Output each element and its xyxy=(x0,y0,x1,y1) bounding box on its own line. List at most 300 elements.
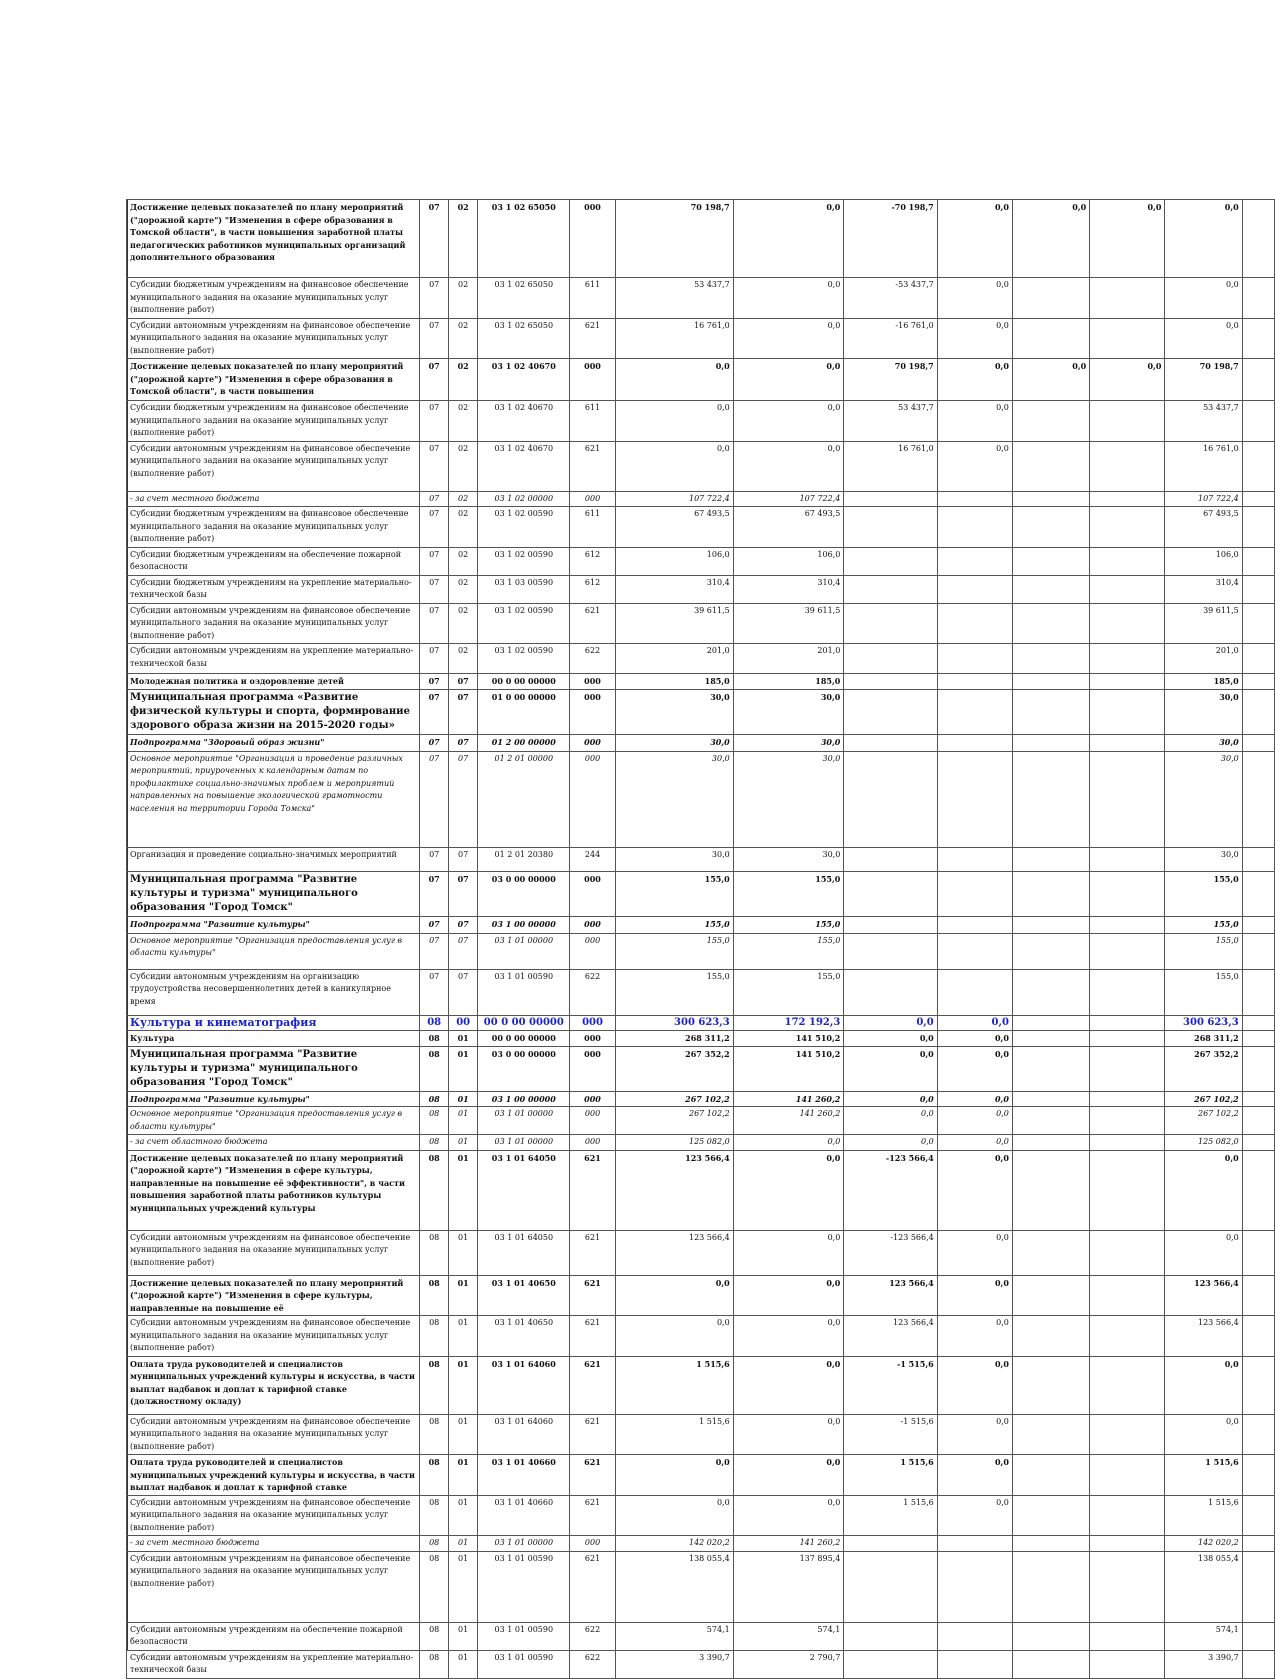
cell-v2: 141 510,2 xyxy=(733,1031,844,1047)
cell-v3 xyxy=(844,734,937,751)
cell-v7: 0,0 xyxy=(1165,278,1242,319)
cell-podrazdel: 01 xyxy=(449,1622,478,1650)
cell-razdel: 08 xyxy=(420,1414,449,1455)
cell-razdel: 07 xyxy=(420,575,449,603)
cell-edge xyxy=(1242,734,1274,751)
cell-v3: -123 566,4 xyxy=(844,1150,937,1230)
cell-edge xyxy=(1242,1495,1274,1536)
row-name: Субсидии автономным учреждениям на укрепление материально-технической базы xyxy=(127,1650,420,1678)
table-row xyxy=(127,547,1275,575)
cell-v3 xyxy=(844,969,937,1015)
table-row xyxy=(127,318,1275,359)
cell-v1: 268 311,2 xyxy=(615,1031,733,1047)
cell-edge xyxy=(1242,1455,1274,1496)
row-name: Оплата труда руководителей и специалистов муниципальных учреждений культуры и искусства, в части выплат надбавок и доплат к тарифной ставке xyxy=(127,1455,420,1496)
cell-v7: 70 198,7 xyxy=(1165,359,1242,401)
cell-v4 xyxy=(937,1536,1012,1552)
cell-v3: 53 437,7 xyxy=(844,401,937,442)
budget-table xyxy=(126,199,1275,1679)
cell-podrazdel: 01 xyxy=(449,1551,478,1622)
cell-v5 xyxy=(1012,1230,1089,1275)
cell-v6 xyxy=(1090,441,1165,491)
cell-v5 xyxy=(1012,1551,1089,1622)
cell-v5 xyxy=(1012,1107,1089,1135)
cell-razdel: 08 xyxy=(420,1536,449,1552)
cell-csr: 03 1 02 40670 xyxy=(478,401,570,442)
cell-v5 xyxy=(1012,1650,1089,1678)
table-row xyxy=(127,575,1275,603)
cell-edge xyxy=(1242,1622,1274,1650)
row-name: Субсидии бюджетным учреждениям на укрепление материально-технической базы xyxy=(127,575,420,603)
cell-v3: 0,0 xyxy=(844,1107,937,1135)
cell-vr: 000 xyxy=(570,359,615,401)
cell-vr: 621 xyxy=(570,1275,615,1316)
cell-v6 xyxy=(1090,1356,1165,1414)
cell-v7: 1 515,6 xyxy=(1165,1455,1242,1496)
cell-v1: 123 566,4 xyxy=(615,1150,733,1230)
cell-v1: 67 493,5 xyxy=(615,507,733,548)
cell-v4 xyxy=(937,933,1012,969)
row-name: Субсидии автономным учреждениям на финансовое обеспечение муниципального задания на оказание муниципальных услуг (выполнение работ) xyxy=(127,1230,420,1275)
cell-v6 xyxy=(1090,1455,1165,1496)
cell-vr: 621 xyxy=(570,441,615,491)
cell-v2: 0,0 xyxy=(733,1455,844,1496)
row-name: Достижение целевых показателей по плану мероприятий ("дорожной карте") "Изменения в сфере культуры, направленные на повышение её xyxy=(127,1275,420,1316)
row-name: Субсидии бюджетным учреждениям на финансовое обеспечение муниципального задания на оказание муниципальных услуг (выполнение работ) xyxy=(127,401,420,442)
cell-v4 xyxy=(937,969,1012,1015)
cell-razdel: 08 xyxy=(420,1150,449,1230)
table-row xyxy=(127,491,1275,507)
cell-podrazdel: 01 xyxy=(449,1275,478,1316)
cell-v4: 0,0 xyxy=(937,1495,1012,1536)
table-row xyxy=(127,1650,1275,1678)
table-row xyxy=(127,916,1275,933)
cell-v1: 1 515,6 xyxy=(615,1414,733,1455)
cell-podrazdel: 01 xyxy=(449,1356,478,1414)
cell-v6 xyxy=(1090,734,1165,751)
cell-v6 xyxy=(1090,491,1165,507)
cell-v5 xyxy=(1012,871,1089,916)
cell-vr: 621 xyxy=(570,1230,615,1275)
cell-v6 xyxy=(1090,751,1165,847)
cell-v2: 107 722,4 xyxy=(733,491,844,507)
cell-csr: 01 2 00 00000 xyxy=(478,734,570,751)
cell-v5 xyxy=(1012,1536,1089,1552)
cell-csr: 03 1 01 00000 xyxy=(478,1107,570,1135)
cell-v1: 0,0 xyxy=(615,441,733,491)
cell-v4: 0,0 xyxy=(937,278,1012,319)
cell-v2: 0,0 xyxy=(733,441,844,491)
cell-csr: 03 1 00 00000 xyxy=(478,1091,570,1107)
cell-vr: 612 xyxy=(570,547,615,575)
cell-vr: 611 xyxy=(570,401,615,442)
cell-v3 xyxy=(844,871,937,916)
row-name: Субсидии автономным учреждениям на финансовое обеспечение муниципального задания на оказание муниципальных услуг (выполнение работ) xyxy=(127,318,420,359)
cell-razdel: 07 xyxy=(420,278,449,319)
cell-v6 xyxy=(1090,1275,1165,1316)
cell-v2: 155,0 xyxy=(733,871,844,916)
cell-podrazdel: 01 xyxy=(449,1455,478,1496)
row-name: Субсидии бюджетным учреждениям на финансовое обеспечение муниципального задания на оказание муниципальных услуг (выполнение работ) xyxy=(127,507,420,548)
cell-edge xyxy=(1242,1107,1274,1135)
cell-edge xyxy=(1242,401,1274,442)
cell-v6 xyxy=(1090,401,1165,442)
cell-v6 xyxy=(1090,507,1165,548)
table-row xyxy=(127,871,1275,916)
cell-v4: 0,0 xyxy=(937,401,1012,442)
cell-v3 xyxy=(844,689,937,734)
cell-razdel: 08 xyxy=(420,1046,449,1091)
cell-razdel: 07 xyxy=(420,603,449,644)
cell-edge xyxy=(1242,1414,1274,1455)
cell-v4 xyxy=(937,1622,1012,1650)
cell-edge xyxy=(1242,1091,1274,1107)
cell-v5 xyxy=(1012,1622,1089,1650)
cell-v6 xyxy=(1090,933,1165,969)
cell-v5 xyxy=(1012,1046,1089,1091)
cell-v7: 0,0 xyxy=(1165,1356,1242,1414)
cell-v2: 67 493,5 xyxy=(733,507,844,548)
cell-vr: 000 xyxy=(570,734,615,751)
cell-v7: 138 055,4 xyxy=(1165,1551,1242,1622)
cell-v3: -16 761,0 xyxy=(844,318,937,359)
cell-v4 xyxy=(937,1551,1012,1622)
cell-v2: 185,0 xyxy=(733,674,844,690)
cell-edge xyxy=(1242,278,1274,319)
cell-v5 xyxy=(1012,603,1089,644)
row-name: Оплата труда руководителей и специалистов муниципальных учреждений культуры и искусства, в части выплат надбавок и доплат к тарифной ставке (должностному окладу) xyxy=(127,1356,420,1414)
cell-v7: 155,0 xyxy=(1165,871,1242,916)
cell-edge xyxy=(1242,916,1274,933)
cell-podrazdel: 00 xyxy=(449,1015,478,1031)
cell-razdel: 07 xyxy=(420,491,449,507)
cell-v2: 39 611,5 xyxy=(733,603,844,644)
cell-v3 xyxy=(844,575,937,603)
cell-v4: 0,0 xyxy=(937,1107,1012,1135)
cell-v5 xyxy=(1012,969,1089,1015)
cell-v5 xyxy=(1012,847,1089,871)
cell-vr: 000 xyxy=(570,1091,615,1107)
cell-csr: 00 0 00 00000 xyxy=(478,674,570,690)
cell-podrazdel: 07 xyxy=(449,871,478,916)
table-row xyxy=(127,1275,1275,1316)
cell-v5 xyxy=(1012,1495,1089,1536)
cell-podrazdel: 07 xyxy=(449,751,478,847)
cell-v4: 0,0 xyxy=(937,1015,1012,1031)
row-name: Муниципальная программа "Развитие культуры и туризма" муниципального образования "Город Томск" xyxy=(127,1046,420,1091)
cell-v7: 310,4 xyxy=(1165,575,1242,603)
cell-csr: 03 1 02 00590 xyxy=(478,603,570,644)
cell-edge xyxy=(1242,1275,1274,1316)
cell-v6 xyxy=(1090,1316,1165,1357)
cell-v6 xyxy=(1090,1622,1165,1650)
cell-v3 xyxy=(844,1536,937,1552)
cell-razdel: 07 xyxy=(420,200,449,278)
cell-v4: 0,0 xyxy=(937,200,1012,278)
cell-v3: -123 566,4 xyxy=(844,1230,937,1275)
cell-razdel: 07 xyxy=(420,847,449,871)
cell-vr: 000 xyxy=(570,916,615,933)
cell-v5: 0,0 xyxy=(1012,359,1089,401)
cell-vr: 622 xyxy=(570,1622,615,1650)
cell-podrazdel: 01 xyxy=(449,1150,478,1230)
cell-v7: 0,0 xyxy=(1165,318,1242,359)
cell-razdel: 08 xyxy=(420,1091,449,1107)
cell-v7: 39 611,5 xyxy=(1165,603,1242,644)
cell-csr: 00 0 00 00000 xyxy=(478,1031,570,1047)
cell-podrazdel: 01 xyxy=(449,1414,478,1455)
cell-v1: 155,0 xyxy=(615,933,733,969)
cell-vr: 621 xyxy=(570,1356,615,1414)
cell-v4: 0,0 xyxy=(937,441,1012,491)
cell-v6 xyxy=(1090,575,1165,603)
cell-v3: 123 566,4 xyxy=(844,1316,937,1357)
cell-csr: 03 0 00 00000 xyxy=(478,1046,570,1091)
cell-v5 xyxy=(1012,1015,1089,1031)
cell-edge xyxy=(1242,751,1274,847)
cell-razdel: 08 xyxy=(420,1495,449,1536)
cell-razdel: 07 xyxy=(420,401,449,442)
cell-podrazdel: 07 xyxy=(449,933,478,969)
cell-v3 xyxy=(844,1622,937,1650)
cell-razdel: 07 xyxy=(420,441,449,491)
budget-table-body xyxy=(127,200,1275,1679)
cell-edge xyxy=(1242,674,1274,690)
cell-v5 xyxy=(1012,1091,1089,1107)
cell-razdel: 07 xyxy=(420,933,449,969)
cell-vr: 000 xyxy=(570,1015,615,1031)
cell-v2: 0,0 xyxy=(733,200,844,278)
cell-vr: 000 xyxy=(570,674,615,690)
cell-v3: -1 515,6 xyxy=(844,1414,937,1455)
row-name: Субсидии автономным учреждениям на финансовое обеспечение муниципального задания на оказание муниципальных услуг (выполнение работ) xyxy=(127,1495,420,1536)
cell-edge xyxy=(1242,441,1274,491)
cell-v1: 310,4 xyxy=(615,575,733,603)
cell-v3: 0,0 xyxy=(844,1015,937,1031)
row-name: - за счет местного бюджета xyxy=(127,1536,420,1552)
cell-v5 xyxy=(1012,1031,1089,1047)
row-name: Субсидии автономным учреждениям на финансовое обеспечение муниципального задания на оказание муниципальных услуг (выполнение работ) xyxy=(127,603,420,644)
cell-csr: 03 1 00 00000 xyxy=(478,916,570,933)
cell-v6 xyxy=(1090,1091,1165,1107)
cell-vr: 000 xyxy=(570,871,615,916)
cell-v4: 0,0 xyxy=(937,1150,1012,1230)
cell-v7: 67 493,5 xyxy=(1165,507,1242,548)
cell-v1: 267 102,2 xyxy=(615,1107,733,1135)
row-name: Подпрограмма "Развитие культуры" xyxy=(127,1091,420,1107)
cell-csr: 03 1 01 40650 xyxy=(478,1275,570,1316)
cell-razdel: 08 xyxy=(420,1275,449,1316)
cell-v7: 16 761,0 xyxy=(1165,441,1242,491)
cell-v3: 0,0 xyxy=(844,1031,937,1047)
cell-podrazdel: 07 xyxy=(449,847,478,871)
cell-edge xyxy=(1242,1536,1274,1552)
cell-v6 xyxy=(1090,1135,1165,1151)
cell-v3 xyxy=(844,674,937,690)
cell-v5 xyxy=(1012,933,1089,969)
cell-edge xyxy=(1242,871,1274,916)
cell-csr: 03 1 01 00590 xyxy=(478,1551,570,1622)
cell-v2: 0,0 xyxy=(733,278,844,319)
cell-razdel: 07 xyxy=(420,318,449,359)
cell-v2: 0,0 xyxy=(733,1495,844,1536)
cell-edge xyxy=(1242,1650,1274,1678)
cell-podrazdel: 01 xyxy=(449,1316,478,1357)
cell-v7: 123 566,4 xyxy=(1165,1275,1242,1316)
cell-vr: 621 xyxy=(570,1414,615,1455)
cell-v7: 53 437,7 xyxy=(1165,401,1242,442)
table-row xyxy=(127,1551,1275,1622)
row-name: Достижение целевых показателей по плану мероприятий ("дорожной карте") "Изменения в сфере образования в Томской области", в части повышения заработной платы педагогических работников муниципальных организаций дополнительного образования xyxy=(127,200,420,278)
cell-v5 xyxy=(1012,491,1089,507)
cell-edge xyxy=(1242,491,1274,507)
cell-edge xyxy=(1242,1316,1274,1357)
cell-v6 xyxy=(1090,1107,1165,1135)
table-row xyxy=(127,1230,1275,1275)
cell-v3: 123 566,4 xyxy=(844,1275,937,1316)
cell-v7: 0,0 xyxy=(1165,200,1242,278)
cell-edge xyxy=(1242,969,1274,1015)
cell-podrazdel: 02 xyxy=(449,401,478,442)
cell-edge xyxy=(1242,1015,1274,1031)
cell-edge xyxy=(1242,507,1274,548)
table-row xyxy=(127,1091,1275,1107)
cell-v4 xyxy=(937,751,1012,847)
cell-csr: 03 1 01 00590 xyxy=(478,1622,570,1650)
cell-v1: 107 722,4 xyxy=(615,491,733,507)
cell-v4 xyxy=(937,847,1012,871)
cell-v7: 0,0 xyxy=(1165,1414,1242,1455)
cell-v2: 141 260,2 xyxy=(733,1091,844,1107)
cell-v6 xyxy=(1090,871,1165,916)
cell-edge xyxy=(1242,1150,1274,1230)
cell-podrazdel: 02 xyxy=(449,441,478,491)
cell-v1: 267 102,2 xyxy=(615,1091,733,1107)
table-row xyxy=(127,507,1275,548)
cell-v5 xyxy=(1012,547,1089,575)
cell-razdel: 08 xyxy=(420,1455,449,1496)
cell-v2: 0,0 xyxy=(733,1135,844,1151)
cell-v4: 0,0 xyxy=(937,318,1012,359)
cell-v7: 155,0 xyxy=(1165,933,1242,969)
table-row xyxy=(127,401,1275,442)
cell-edge xyxy=(1242,1046,1274,1091)
cell-vr: 611 xyxy=(570,278,615,319)
cell-v6 xyxy=(1090,644,1165,674)
row-name: Основное мероприятие "Организация и проведение различных мероприятий, приуроченных к календарным датам по профилактике социально-значимых проблем и мероприятий направленных на повышение экологической грамотности населения на территории Города Томска" xyxy=(127,751,420,847)
cell-v4: 0,0 xyxy=(937,1414,1012,1455)
cell-razdel: 08 xyxy=(420,1015,449,1031)
cell-v4: 0,0 xyxy=(937,1455,1012,1496)
cell-v4 xyxy=(937,547,1012,575)
cell-razdel: 07 xyxy=(420,969,449,1015)
cell-podrazdel: 01 xyxy=(449,1495,478,1536)
row-name: - за счет местного бюджета xyxy=(127,491,420,507)
cell-vr: 000 xyxy=(570,1031,615,1047)
cell-podrazdel: 01 xyxy=(449,1230,478,1275)
cell-v2: 2 790,7 xyxy=(733,1650,844,1678)
cell-v1: 30,0 xyxy=(615,751,733,847)
cell-csr: 03 1 01 64060 xyxy=(478,1414,570,1455)
cell-csr: 03 1 03 00590 xyxy=(478,575,570,603)
row-name: Субсидии автономным учреждениям на финансовое обеспечение муниципального задания на оказание муниципальных услуг (выполнение работ) xyxy=(127,1551,420,1622)
table-row xyxy=(127,674,1275,690)
cell-v3 xyxy=(844,933,937,969)
cell-v1: 39 611,5 xyxy=(615,603,733,644)
cell-v2: 574,1 xyxy=(733,1622,844,1650)
cell-razdel: 08 xyxy=(420,1356,449,1414)
cell-v2: 201,0 xyxy=(733,644,844,674)
cell-v6 xyxy=(1090,1046,1165,1091)
cell-v4 xyxy=(937,916,1012,933)
cell-csr: 03 1 02 00590 xyxy=(478,507,570,548)
cell-v2: 0,0 xyxy=(733,1356,844,1414)
table-row xyxy=(127,1107,1275,1135)
row-name: Подпрограмма "Развитие культуры" xyxy=(127,916,420,933)
cell-v5 xyxy=(1012,1150,1089,1230)
cell-v7: 125 082,0 xyxy=(1165,1135,1242,1151)
cell-v4 xyxy=(937,575,1012,603)
table-row xyxy=(127,969,1275,1015)
row-name: Достижение целевых показателей по плану мероприятий ("дорожной карте") "Изменения в сфере образования в Томской области", в части повышения xyxy=(127,359,420,401)
cell-podrazdel: 07 xyxy=(449,689,478,734)
cell-v1: 185,0 xyxy=(615,674,733,690)
cell-csr: 03 1 01 40650 xyxy=(478,1316,570,1357)
cell-v3: -1 515,6 xyxy=(844,1356,937,1414)
cell-v1: 267 352,2 xyxy=(615,1046,733,1091)
cell-razdel: 08 xyxy=(420,1551,449,1622)
cell-edge xyxy=(1242,359,1274,401)
cell-v5 xyxy=(1012,278,1089,319)
cell-v1: 300 623,3 xyxy=(615,1015,733,1031)
cell-v4: 0,0 xyxy=(937,1316,1012,1357)
cell-vr: 621 xyxy=(570,1551,615,1622)
cell-v3 xyxy=(844,644,937,674)
table-row xyxy=(127,1316,1275,1357)
cell-edge xyxy=(1242,1356,1274,1414)
cell-v7: 300 623,3 xyxy=(1165,1015,1242,1031)
cell-edge xyxy=(1242,603,1274,644)
cell-v5 xyxy=(1012,674,1089,690)
cell-vr: 000 xyxy=(570,491,615,507)
cell-razdel: 07 xyxy=(420,871,449,916)
row-name: Муниципальная программа "Развитие культуры и туризма" муниципального образования "Город Томск" xyxy=(127,871,420,916)
cell-v2: 141 260,2 xyxy=(733,1536,844,1552)
cell-v6 xyxy=(1090,1150,1165,1230)
cell-v6 xyxy=(1090,1495,1165,1536)
cell-csr: 03 1 01 00590 xyxy=(478,1650,570,1678)
cell-v1: 155,0 xyxy=(615,969,733,1015)
cell-razdel: 08 xyxy=(420,1031,449,1047)
cell-csr: 03 1 01 64050 xyxy=(478,1150,570,1230)
cell-razdel: 07 xyxy=(420,751,449,847)
cell-vr: 000 xyxy=(570,933,615,969)
table-row xyxy=(127,278,1275,319)
table-row xyxy=(127,1150,1275,1230)
cell-razdel: 07 xyxy=(420,734,449,751)
cell-csr: 00 0 00 00000 xyxy=(478,1015,570,1031)
cell-v2: 137 895,4 xyxy=(733,1551,844,1622)
cell-v1: 70 198,7 xyxy=(615,200,733,278)
cell-v6 xyxy=(1090,1551,1165,1622)
cell-v7: 0,0 xyxy=(1165,1150,1242,1230)
cell-csr: 03 1 02 00590 xyxy=(478,547,570,575)
cell-v5 xyxy=(1012,1455,1089,1496)
row-name: Субсидии автономным учреждениям на финансовое обеспечение муниципального задания на оказание муниципальных услуг (выполнение работ) xyxy=(127,441,420,491)
row-name: Муниципальная программа «Развитие физической культуры и спорта, формирование здорового образа жизни на 2015-2020 годы» xyxy=(127,689,420,734)
cell-vr: 621 xyxy=(570,1316,615,1357)
cell-csr: 03 1 01 00000 xyxy=(478,933,570,969)
